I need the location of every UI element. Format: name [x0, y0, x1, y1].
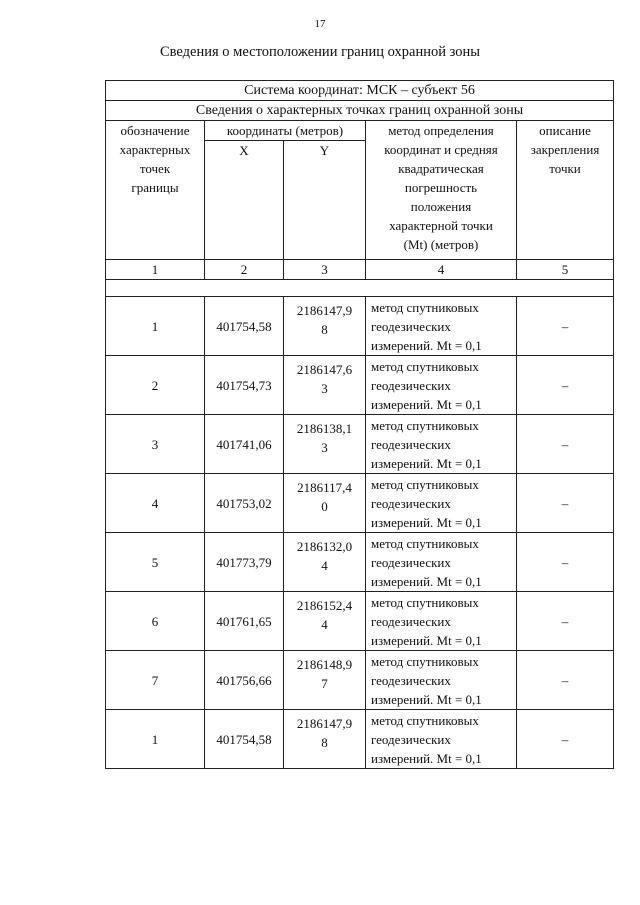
header-method-line: характерной точки: [389, 218, 493, 233]
y-cell: [284, 474, 366, 533]
y-cell: [284, 710, 366, 769]
header-x: X: [205, 141, 284, 260]
header-point-label-line: точек: [139, 161, 171, 176]
method-cell: [366, 356, 517, 415]
table-row: [106, 592, 614, 651]
header-method: [366, 121, 517, 260]
method-cell: [366, 474, 517, 533]
header-point-label-line: обозначение: [120, 123, 190, 138]
header-method-line: положения: [410, 199, 472, 214]
y-value-line: 2186148,9: [296, 657, 353, 672]
header-method-line: (Mt) (метров): [403, 237, 479, 252]
method-line: измерений. Mt = 0,1: [371, 633, 482, 648]
header-point-label: [106, 121, 205, 260]
method-line: измерений. Mt = 0,1: [371, 338, 482, 353]
header-method-line: метод определения: [388, 123, 494, 138]
method-line: геодезических: [371, 319, 451, 334]
x-cell: 401754,73: [205, 356, 284, 415]
point-cell: 6: [106, 592, 205, 651]
page-number: 17: [314, 18, 326, 30]
table-row: [106, 356, 614, 415]
column-number: 5: [517, 260, 614, 280]
table-row: [106, 415, 614, 474]
method-line: геодезических: [371, 555, 451, 570]
boundary-points-table: [105, 80, 614, 769]
method-cell: [366, 710, 517, 769]
x-cell: 401754,58: [205, 297, 284, 356]
method-cell: [366, 592, 517, 651]
x-cell: 401753,02: [205, 474, 284, 533]
description-cell: –: [517, 710, 614, 769]
y-value-line: 0: [321, 499, 328, 514]
method-line: метод спутниковых: [371, 418, 479, 433]
method-cell: [366, 651, 517, 710]
method-line: геодезических: [371, 673, 451, 688]
column-number: 4: [366, 260, 517, 280]
y-cell: [284, 415, 366, 474]
column-number: 3: [284, 260, 366, 280]
method-line: измерений. Mt = 0,1: [371, 397, 482, 412]
method-line: геодезических: [371, 732, 451, 747]
y-cell: [284, 592, 366, 651]
header-method-line: квадратическая: [398, 161, 484, 176]
point-cell: 1: [106, 710, 205, 769]
column-number: 2: [205, 260, 284, 280]
point-cell: 1: [106, 297, 205, 356]
y-value-line: 2186147,6: [296, 362, 353, 377]
point-cell: 4: [106, 474, 205, 533]
y-value-line: 7: [321, 676, 328, 691]
header-description-line: описание: [539, 123, 591, 138]
spacer-row: [106, 280, 614, 297]
header-method-line: погрешность: [404, 180, 478, 195]
point-cell: 7: [106, 651, 205, 710]
method-line: метод спутниковых: [371, 359, 479, 374]
y-value-line: 2186132,0: [296, 539, 353, 554]
section-banner: Сведения о характерных точках границ охранной зоны: [106, 101, 614, 121]
y-value-line: 8: [321, 735, 328, 750]
description-cell: –: [517, 297, 614, 356]
y-value-line: 4: [321, 617, 328, 632]
y-value-line: 4: [321, 558, 328, 573]
point-cell: 2: [106, 356, 205, 415]
table-row: [106, 710, 614, 769]
method-line: метод спутниковых: [371, 300, 479, 315]
method-cell: [366, 297, 517, 356]
header-point-label-line: границы: [131, 180, 179, 195]
method-line: измерений. Mt = 0,1: [371, 456, 482, 471]
x-cell: 401741,06: [205, 415, 284, 474]
header-description: [517, 121, 614, 260]
y-value-line: 8: [321, 322, 328, 337]
description-cell: –: [517, 415, 614, 474]
header-method-line: координат и средняя: [384, 142, 498, 157]
method-line: метод спутниковых: [371, 713, 479, 728]
y-cell: [284, 651, 366, 710]
method-line: метод спутниковых: [371, 595, 479, 610]
header-description-line: точки: [549, 161, 581, 176]
x-cell: 401754,58: [205, 710, 284, 769]
method-line: геодезических: [371, 378, 451, 393]
y-cell: [284, 533, 366, 592]
description-cell: –: [517, 533, 614, 592]
description-cell: –: [517, 592, 614, 651]
method-line: метод спутниковых: [371, 477, 479, 492]
method-line: измерений. Mt = 0,1: [371, 751, 482, 766]
x-cell: 401756,66: [205, 651, 284, 710]
y-value-line: 2186147,9: [296, 303, 353, 318]
y-value-line: 2186152,4: [296, 598, 353, 613]
x-cell: 401761,65: [205, 592, 284, 651]
header-coords-group: координаты (метров): [205, 121, 366, 141]
header-description-line: закрепления: [530, 142, 600, 157]
y-value-line: 2186147,9: [296, 716, 353, 731]
y-value-line: 2186117,4: [297, 480, 352, 495]
y-value-line: 2186138,1: [296, 421, 353, 436]
table-row: [106, 474, 614, 533]
point-cell: 3: [106, 415, 205, 474]
description-cell: –: [517, 356, 614, 415]
method-line: геодезических: [371, 614, 451, 629]
table-row: [106, 651, 614, 710]
y-cell: [284, 297, 366, 356]
table-row: [106, 533, 614, 592]
x-cell: 401773,79: [205, 533, 284, 592]
point-cell: 5: [106, 533, 205, 592]
method-line: геодезических: [371, 496, 451, 511]
y-value-line: 3: [321, 381, 328, 396]
coordinate-system-banner: Система координат: МСК – субъект 56: [106, 81, 614, 101]
method-line: метод спутниковых: [371, 654, 479, 669]
description-cell: –: [517, 651, 614, 710]
description-cell: –: [517, 474, 614, 533]
method-cell: [366, 533, 517, 592]
method-line: измерений. Mt = 0,1: [371, 574, 482, 589]
y-cell: [284, 356, 366, 415]
method-line: измерений. Mt = 0,1: [371, 515, 482, 530]
table-row: [106, 297, 614, 356]
page-title: Сведения о местоположении границ охранной зоны: [159, 44, 480, 60]
method-line: измерений. Mt = 0,1: [371, 692, 482, 707]
header-y: Y: [284, 141, 366, 260]
column-number: 1: [106, 260, 205, 280]
y-value-line: 3: [321, 440, 328, 455]
header-point-label-line: характерных: [119, 142, 191, 157]
method-cell: [366, 415, 517, 474]
method-line: геодезических: [371, 437, 451, 452]
method-line: метод спутниковых: [371, 536, 479, 551]
